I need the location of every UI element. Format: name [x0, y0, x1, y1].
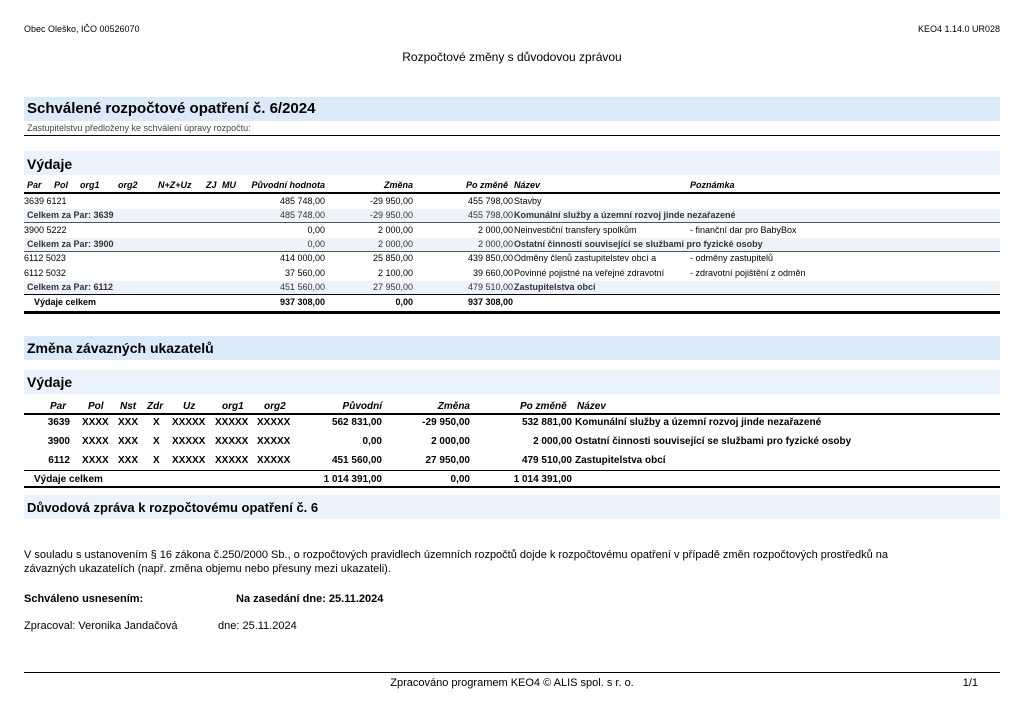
ukazatele-cell-org1: XXXXX: [215, 417, 249, 428]
ukazatele-cell-zdr: X: [153, 436, 160, 447]
ukazatele-cell-org2: XXXXX: [257, 455, 291, 466]
ukazatele-cell-nazev: Komunální služby a územní rozvoj jinde nezařazené: [575, 417, 822, 428]
ukazatele-cell-zmena: 2 000,00: [431, 436, 470, 447]
vydaje-cell-nazev: Stavby: [514, 196, 542, 206]
vydaje-cell-zmena: -29 950,00: [369, 196, 413, 206]
ukazatele-total-label: Výdaje celkem: [34, 474, 103, 485]
vydaje-cell-po-zmene: 479 510,00: [467, 282, 513, 292]
main-title: Schválené rozpočtové opatření č. 6/2024: [27, 100, 316, 117]
ukazatele-cell-zdr: X: [153, 417, 160, 428]
vydaje-cell-nazev: Ostatní činnosti související se službami pro fyzické osoby: [514, 239, 763, 249]
col-par: Par: [27, 180, 42, 190]
vydaje-cell-nazev: Povinné pojistné na veřejné zdravotní: [514, 268, 665, 278]
ukazatele-cell-pol: XXXX: [82, 417, 109, 428]
ukazatele-cell-par: 3639: [47, 417, 70, 428]
duvodova-text-line1: V souladu s ustanovením § 16 zákona č.250/2000 Sb., o rozpočtových pravidlech územních rozpočtů dojde k rozpočtovému opatření v případě změn rozpočtových prostředků na: [24, 549, 888, 561]
ukazatele-cell-org2: XXXXX: [257, 417, 291, 428]
table-header-rule: [24, 192, 1000, 194]
vydaje-cell-puvodni: 414 000,00: [279, 253, 325, 263]
vydaje-cell-zmena: 2 100,00: [377, 268, 413, 278]
u-col-nazev: Název: [577, 401, 606, 412]
vydaje-cell-puvodni: 0,00: [307, 239, 325, 249]
ukazatele-cell-po-zmene: 532 881,00: [521, 417, 572, 428]
ukazatele-vydaje-heading: Výdaje: [27, 374, 73, 390]
u-col-org1: org1: [222, 401, 244, 412]
vydaje-cell-nazev: Neinvestiční transfery spolkům: [514, 225, 637, 235]
u-col-nst: Nst: [120, 401, 137, 412]
ukazatele-cell-org1: XXXXX: [215, 436, 249, 447]
ukazatele-cell-uz: XXXXX: [172, 417, 206, 428]
program-version: KEO4 1.14.0 UR028: [917, 24, 1000, 34]
col-po-zmene: Po změně: [466, 180, 509, 190]
ukazatele-cell-nst: XXX: [118, 455, 139, 466]
vydaje-cell-zmena: 2 000,00: [377, 239, 413, 249]
vydaje-cell-nazev: Zastupitelstva obcí: [514, 282, 596, 292]
document-title: Rozpočtové změny s důvodovou zprávou: [402, 50, 622, 64]
col-org2: org2: [118, 180, 138, 190]
duvodova-title: Důvodová zpráva k rozpočtovému opatření č. 6: [27, 500, 319, 515]
u-col-org2: org2: [264, 401, 286, 412]
u-col-par: Par: [50, 401, 67, 412]
ukazatele-cell-zmena: 27 950,00: [425, 455, 470, 466]
vydaje-cell-nazev: Odměny členů zastupitelstev obcí a: [514, 253, 657, 263]
vydaje-total-label: Výdaje celkem: [34, 297, 97, 307]
vydaje-cell-par-pol: Celkem za Par: 3639: [27, 210, 114, 220]
vydaje-cell-par-pol: 6112 5032: [24, 268, 66, 278]
ukazatele-cell-zmena: -29 950,00: [422, 417, 470, 428]
col-mu: MU: [222, 180, 236, 190]
ukazatele-cell-puvodni: 451 560,00: [331, 455, 382, 466]
vydaje-cell-zmena: 27 950,00: [372, 282, 413, 292]
vydaje-cell-po-zmene: 2 000,00: [477, 225, 513, 235]
schvaleno-label: Schváleno usnesením:: [24, 593, 144, 605]
ukazatele-header-rule: [24, 413, 1000, 415]
ukazatele-total-puvodni: 1 014 391,00: [323, 474, 382, 485]
ukazatele-cell-zdr: X: [153, 455, 160, 466]
page-number: 1/1: [962, 677, 978, 689]
ukazatele-vydaje-band: [24, 370, 1000, 394]
footer-text: Zpracováno programem KEO4 © ALIS spol. s r. o.: [390, 677, 634, 689]
vydaje-cell-poznamka: - finanční dar pro BabyBox: [690, 225, 797, 235]
total-top-rule: [24, 294, 1000, 295]
vydaje-cell-poznamka: - zdravotní pojištění z odměn: [690, 268, 806, 278]
vydaje-band: [24, 151, 1000, 175]
vydaje-cell-nazev: Komunální služby a územní rozvoj jinde nezařazené: [514, 210, 736, 220]
u-col-uz: Uz: [183, 401, 196, 412]
vydaje-total-po-zmene: 937 308,00: [467, 297, 513, 307]
vydaje-cell-par-pol: 3639 6121: [24, 196, 67, 206]
u-col-zmena: Změna: [437, 401, 470, 412]
u-col-pol: Pol: [88, 401, 104, 412]
duvodova-text-line2: závazných ukazatelích (např. změna objemu nebo přesuny mezi ukazateli).: [24, 563, 391, 575]
vydaje-cell-par-pol: Celkem za Par: 3900: [27, 239, 114, 249]
ukazatele-cell-uz: XXXXX: [172, 436, 206, 447]
footer-rule: [24, 672, 1000, 673]
u-col-zdr: Zdr: [147, 401, 164, 412]
vydaje-cell-par-pol: 3900 5222: [24, 225, 67, 235]
ukazatele-total-zmena: 0,00: [450, 474, 470, 485]
ukazatele-cell-nst: XXX: [118, 417, 139, 428]
ukazatele-cell-par: 3900: [47, 436, 70, 447]
vydaje-cell-po-zmene: 439 850,00: [467, 253, 513, 263]
ukazatele-cell-nazev: Ostatní činnosti související se službami pro fyzické osoby: [575, 436, 852, 447]
vydaje-cell-poznamka: - odměny zastupitelů: [690, 253, 774, 263]
vydaje-cell-po-zmene: 455 798,00: [467, 196, 513, 206]
vydaje-cell-po-zmene: 455 798,00: [467, 210, 513, 220]
subtotal-rule: [24, 222, 1000, 223]
ukazatele-cell-uz: XXXXX: [172, 455, 206, 466]
vydaje-cell-zmena: -29 950,00: [369, 210, 413, 220]
u-col-po-zmene: Po změně: [520, 401, 567, 412]
vydaje-total-puvodni: 937 308,00: [279, 297, 325, 307]
vydaje-cell-par-pol: Celkem za Par: 6112: [27, 282, 114, 292]
col-zj: ZJ: [206, 180, 217, 190]
subtotal-rule: [24, 251, 1000, 252]
vydaje-cell-puvodni: 0,00: [307, 225, 325, 235]
total-bottom-rule: [24, 311, 1000, 314]
col-org1: org1: [80, 180, 100, 190]
zpracoval-date: dne: 25.11.2024: [218, 620, 297, 632]
ukazatele-total-top-rule: [24, 470, 1000, 471]
col-nzuz: N+Z+Uz: [158, 180, 192, 190]
vydaje-cell-zmena: 2 000,00: [377, 225, 413, 235]
vydaje-cell-po-zmene: 2 000,00: [477, 239, 513, 249]
divider: [24, 135, 1000, 136]
ukazatele-cell-puvodni: 562 831,00: [331, 417, 382, 428]
vydaje-cell-par-pol: 6112 5023: [24, 253, 66, 263]
ukazatele-cell-po-zmene: 479 510,00: [521, 455, 572, 466]
vydaje-cell-puvodni: 37 560,00: [284, 268, 325, 278]
vydaje-cell-puvodni: 485 748,00: [279, 210, 325, 220]
organization-name: Obec Oleško, IČO 00526070: [24, 24, 140, 34]
vydaje-cell-zmena: 25 850,00: [372, 253, 413, 263]
col-poznamka: Poznámka: [690, 180, 735, 190]
ukazatele-cell-org1: XXXXX: [215, 455, 249, 466]
u-col-puvodni: Původní: [342, 401, 382, 412]
col-puvodni: Původní hodnota: [251, 180, 325, 190]
ukazatele-cell-nst: XXX: [118, 436, 139, 447]
vydaje-heading: Výdaje: [27, 156, 73, 172]
ukazatele-total-bottom-rule: [24, 486, 1000, 488]
ukazatele-cell-pol: XXXX: [82, 455, 109, 466]
ukazatele-cell-par: 6112: [48, 455, 70, 466]
col-nazev: Název: [514, 180, 541, 190]
ukazatele-cell-pol: XXXX: [82, 436, 109, 447]
schvaleno-value: Na zasedání dne: 25.11.2024: [236, 593, 384, 605]
vydaje-total-zmena: 0,00: [395, 297, 413, 307]
ukazatele-cell-puvodni: 0,00: [362, 436, 382, 447]
ukazatele-title: Změna závazných ukazatelů: [27, 340, 214, 356]
col-pol: Pol: [54, 180, 69, 190]
ukazatele-total-po-zmene: 1 014 391,00: [513, 474, 572, 485]
col-zmena: Změna: [383, 180, 413, 190]
vydaje-cell-po-zmene: 39 660,00: [472, 268, 513, 278]
vydaje-cell-puvodni: 451 560,00: [279, 282, 325, 292]
vydaje-cell-puvodni: 485 748,00: [279, 196, 325, 206]
ukazatele-cell-org2: XXXXX: [257, 436, 291, 447]
ukazatele-cell-nazev: Zastupitelstva obcí: [575, 455, 666, 466]
ukazatele-cell-po-zmene: 2 000,00: [533, 436, 572, 447]
main-subtitle: Zastupitelstvu předloženy ke schválení úpravy rozpočtu:: [27, 123, 251, 133]
zpracoval: Zpracoval: Veronika Jandačová: [24, 620, 178, 632]
